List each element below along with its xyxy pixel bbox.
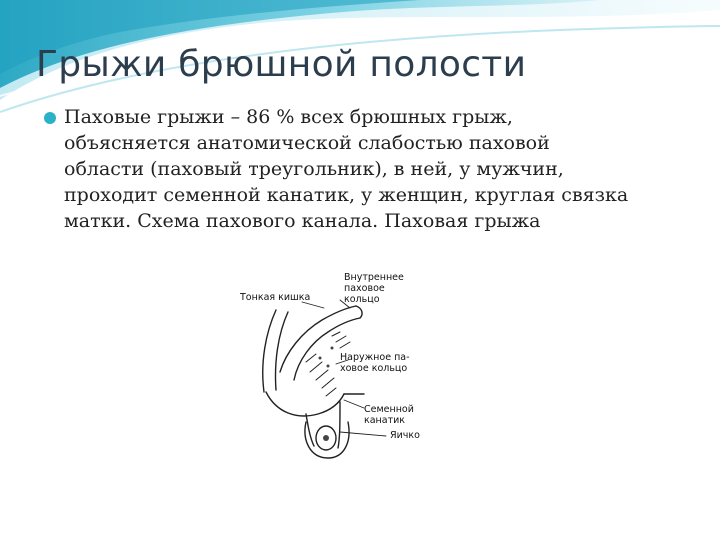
label-outer-ring-line: Наружное па- [340,352,410,363]
label-small-intestine: Тонкая кишка [240,292,311,303]
label-outer-ring-line: ховое кольцо [340,363,408,374]
bullet-line: Паховые грыжи – 86 % всех брюшных грыж, [64,106,513,128]
slide-title: Грыжи брюшной полости [36,44,527,85]
bullet-text [64,104,684,234]
inguinal-canal-diagram [236,262,440,462]
label-inner-ring [344,272,404,305]
bullet-line: матки. Схема пахового канала. Паховая грыжа [64,210,541,232]
label-inner-ring-line: кольцо [344,294,380,305]
bullet-line: области (паховый треугольник), в ней, у мужчин, [64,158,564,180]
bullet-line: объясняется анатомической слабостью паховой [64,132,550,154]
label-inner-ring-line: Внутреннее [344,272,404,283]
label-inner-ring-line: паховое [344,283,385,294]
label-testicle: Яичко [390,430,420,441]
label-spermatic-cord-line: канатик [364,415,406,426]
label-spermatic-cord [364,404,414,426]
label-spermatic-cord-line: Семенной [364,404,414,415]
label-outer-ring [340,352,410,374]
bullet-dot-icon [44,112,56,124]
bullet-line: проходит семенной канатик, у женщин, круглая связка [64,184,629,206]
